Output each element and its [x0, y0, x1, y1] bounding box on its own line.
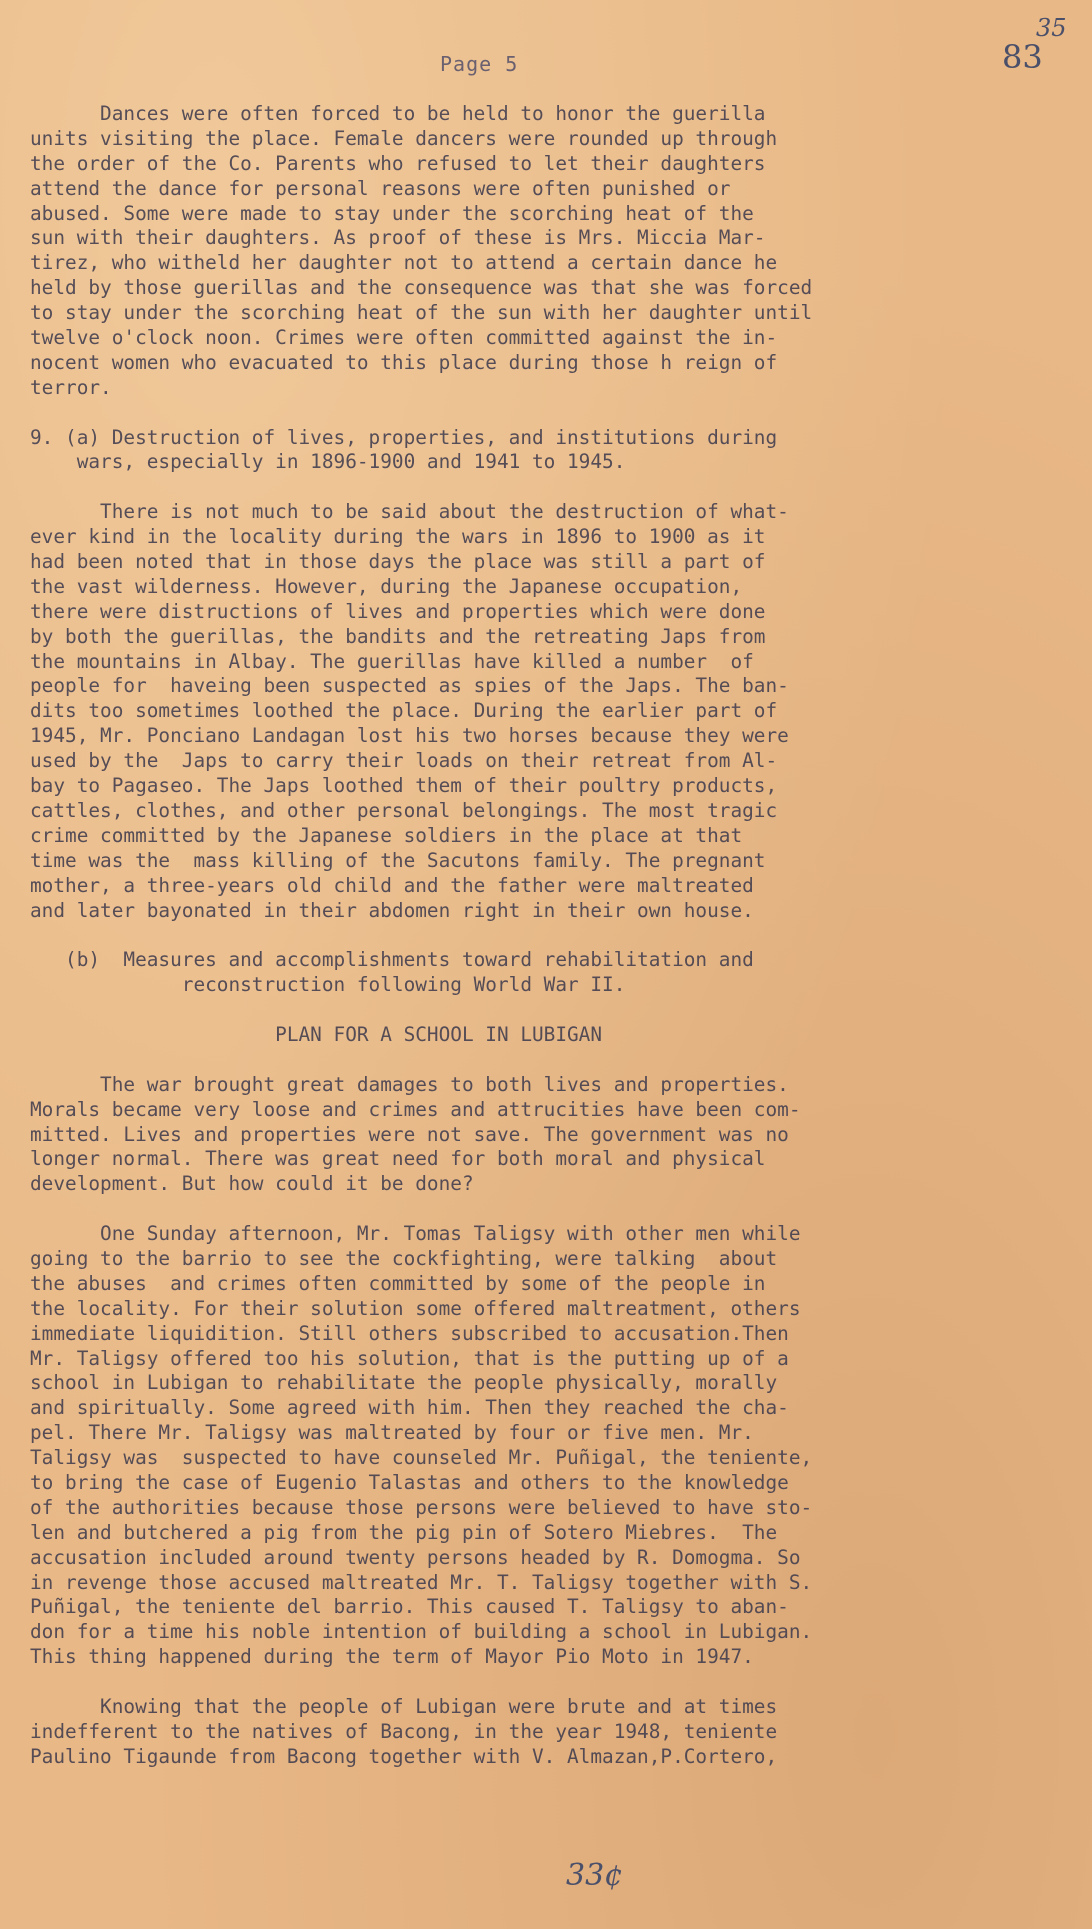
text-line: Knowing that the people of Lubigan were brute and at times: [30, 1695, 778, 1718]
text-line: immediate liquidition. Still others subscribed to accusation.Then: [30, 1321, 789, 1345]
spacer: [30, 1197, 1070, 1222]
text-line: reconstruction following World War II.: [30, 973, 626, 997]
text-line: sun with their daughters. As proof of these is Mrs. Miccia Mar-: [30, 226, 766, 250]
text-line: don for a time his noble intention of building a school in Lubigan.: [30, 1620, 813, 1644]
paragraph-knowing: [30, 1695, 1070, 1770]
spacer: [30, 1048, 1070, 1073]
text-line: there were distructions of lives and properties which were done: [30, 599, 766, 623]
spacer: [30, 998, 1070, 1023]
text-line: (b) Measures and accomplishments toward rehabilitation and: [30, 948, 754, 972]
spacer: [30, 923, 1070, 948]
handwritten-page-number: 83: [1002, 38, 1043, 76]
text-line: to bring the case of Eugenio Talastas and others to the knowledge: [30, 1470, 789, 1494]
text-line: twelve o'clock noon. Crimes were often committed against the in-: [30, 326, 778, 350]
text-line: len and butchered a pig from the pig pin of Sotero Miebres. The: [30, 1520, 778, 1544]
text-line: mitted. Lives and properties were not save. The government was no: [30, 1122, 789, 1146]
text-line: Mr. Taligsy offered too his solution, that is the putting up of a: [30, 1346, 789, 1370]
text-line: and spiritually. Some agreed with him. Then they reached the cha-: [30, 1396, 789, 1420]
text-line: longer normal. There was great need for both moral and physical: [30, 1147, 766, 1171]
text-line: Puñigal, the teniente del barrio. This caused T. Taligsy to aban-: [30, 1595, 789, 1619]
text-line: development. But how could it be done?: [30, 1172, 474, 1196]
spacer: [30, 475, 1070, 500]
heading-9a: [30, 426, 1070, 476]
paragraph-war-damages: [30, 1073, 1070, 1197]
text-line: people for haveing been suspected as spies of the Japs. The ban-: [30, 674, 789, 698]
text-line: PLAN FOR A SCHOOL IN LUBIGAN: [30, 1022, 603, 1046]
text-line: One Sunday afternoon, Mr. Tomas Taligsy with other men while: [30, 1222, 801, 1246]
text-line: wars, especially in 1896-1900 and 1941 to 1945.: [30, 450, 626, 474]
text-line: the vast wilderness. However, during the Japanese occupation,: [30, 574, 743, 598]
text-line: Dances were often forced to be held to honor the guerilla: [30, 102, 766, 125]
paragraph-dances: [30, 102, 1070, 401]
text-line: There is not much to be said about the destruction of what-: [30, 500, 789, 524]
spacer: [30, 401, 1070, 426]
text-line: pel. There Mr. Taligsy was maltreated by four or five men. Mr.: [30, 1421, 754, 1445]
text-line: Paulino Tigaunde from Bacong together with V. Almazan,P.Cortero,: [30, 1744, 778, 1768]
heading-9b: [30, 948, 1070, 998]
paragraph-destruction: [30, 500, 1070, 923]
text-line: 1945, Mr. Ponciano Landagan lost his two horses because they were: [30, 724, 789, 748]
text-line: This thing happened during the term of Mayor Pio Moto in 1947.: [30, 1645, 754, 1669]
text-line: ever kind in the locality during the wars in 1896 to 1900 as it: [30, 525, 766, 549]
text-line: had been noted that in those days the place was still a part of: [30, 550, 766, 574]
text-line: in revenge those accused maltreated Mr. T. Taligsy together with S.: [30, 1570, 813, 1594]
page-label: Page 5: [440, 52, 519, 76]
text-line: Taligsy was suspected to have counseled Mr. Puñigal, the teniente,: [30, 1446, 813, 1470]
text-line: crime committed by the Japanese soldiers in the place at that: [30, 823, 743, 847]
text-line: tirez, who witheld her daughter not to attend a certain dance he: [30, 251, 778, 275]
text-line: Morals became very loose and crimes and attrucities have been com-: [30, 1097, 801, 1121]
text-line: attend the dance for personal reasons were often punished or: [30, 176, 731, 200]
typed-body: [30, 102, 1070, 1770]
text-line: terror.: [30, 375, 112, 399]
text-line: to stay under the scorching heat of the sun with her daughter until: [30, 301, 813, 325]
text-line: indefferent to the natives of Bacong, in the year 1948, teniente: [30, 1719, 778, 1743]
text-line: accusation included around twenty persons headed by R. Domogma. So: [30, 1545, 801, 1569]
spacer: [30, 1670, 1070, 1695]
text-line: the abuses and crimes often committed by some of the people in: [30, 1271, 766, 1295]
handwritten-page-number-superscript: 35: [1036, 14, 1067, 42]
text-line: of the authorities because those persons were believed to have sto-: [30, 1495, 813, 1519]
text-line: time was the mass killing of the Sacutons family. The pregnant: [30, 848, 766, 872]
text-line: the mountains in Albay. The guerillas have killed a number of: [30, 649, 754, 673]
text-line: 9. (a) Destruction of lives, properties, and institutions during: [30, 425, 778, 449]
text-line: held by those guerillas and the consequence was that she was forced: [30, 276, 813, 300]
section-title-plan: [30, 1023, 1070, 1048]
paragraph-sunday-afternoon: [30, 1222, 1070, 1670]
text-line: mother, a three-years old child and the father were maltreated: [30, 873, 754, 897]
text-line: used by the Japs to carry their loads on their retreat from Al-: [30, 749, 778, 773]
text-line: The war brought great damages to both lives and properties.: [30, 1072, 789, 1096]
text-line: going to the barrio to see the cockfighting, were talking about: [30, 1246, 778, 1270]
text-line: school in Lubigan to rehabilitate the people physically, morally: [30, 1371, 778, 1395]
text-line: the order of the Co. Parents who refused to let their daughters: [30, 151, 766, 175]
text-line: and later bayonated in their abdomen right in their own house.: [30, 898, 754, 922]
text-line: nocent women who evacuated to this place during those h reign of: [30, 350, 778, 374]
text-line: by both the guerillas, the bandits and the retreating Japs from: [30, 624, 766, 648]
text-line: dits too sometimes loothed the place. During the earlier part of: [30, 699, 778, 723]
text-line: units visiting the place. Female dancers were rounded up through: [30, 126, 778, 150]
text-line: abused. Some were made to stay under the scorching heat of the: [30, 201, 754, 225]
handwritten-bottom-number: 33¢: [566, 1858, 624, 1893]
text-line: bay to Pagaseo. The Japs loothed them of their poultry products,: [30, 774, 778, 798]
text-line: cattles, clothes, and other personal belongings. The most tragic: [30, 798, 778, 822]
text-line: the locality. For their solution some offered maltreatment, others: [30, 1296, 801, 1320]
